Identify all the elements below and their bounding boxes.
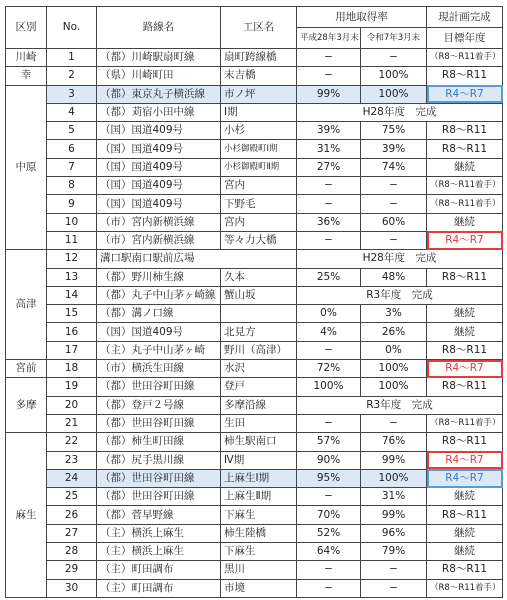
row-section: 蟹山坂 [221,286,297,304]
row-r7: 99% [361,506,427,524]
table-row [6,268,503,286]
header-plan: 現計画完成 [427,7,503,28]
row-r7: 100% [361,469,427,487]
row-route: （都）川崎駅扇町線 [97,49,221,67]
table-row [6,286,503,304]
row-target: R4～R7 [427,360,503,378]
row-target: （R8～R11着手） [427,49,503,67]
row-route: （市）宮内新横浜線 [97,213,221,231]
table-row [6,579,503,597]
row-section: Ⅳ期 [221,451,297,469]
row-target: （R8～R11着手） [427,414,503,432]
table-row [6,506,503,524]
row-r7: 3% [361,305,427,323]
row-target: R8～R11 [427,506,503,524]
row-r7: 76% [361,433,427,451]
district-cell: 麻生 [6,433,47,598]
row-section: 小杉御殿町Ⅱ期 [221,158,297,176]
row-target: R8～R11 [427,268,503,286]
row-no: 28 [47,543,97,561]
table-row [6,49,503,67]
row-h28: 4% [297,323,361,341]
row-section: 黒川 [221,561,297,579]
row-section: 下麻生 [221,543,297,561]
row-route: （都）溝ノ口線 [97,305,221,323]
row-section: 北見方 [221,323,297,341]
table-row [6,360,503,378]
row-target: R8～R11 [427,378,503,396]
row-route: （国）国道409号 [97,177,221,195]
header-h28: 平成28年3月末 [297,28,361,49]
row-h28: − [297,488,361,506]
table-row [6,122,503,140]
row-target: R8～R11 [427,561,503,579]
row-no: 11 [47,231,97,249]
row-h28: 27% [297,158,361,176]
district-cell: 幸 [6,67,47,85]
table-row [6,140,503,158]
table-row [6,158,503,176]
district-cell: 川崎 [6,49,47,67]
row-no: 19 [47,378,97,396]
row-target: R8～R11 [427,140,503,158]
row-route: （都）菅早野線 [97,506,221,524]
table-row [6,341,503,359]
row-no: 6 [47,140,97,158]
district-cell: 宮前 [6,360,47,378]
row-completion-note: H28年度 完成 [297,250,503,268]
row-section: 小杉御殿町Ⅰ期 [221,140,297,158]
table-row [6,524,503,542]
row-no: 16 [47,323,97,341]
row-h28: − [297,67,361,85]
row-target: R8～R11 [427,67,503,85]
row-completion-note: R3年度 完成 [297,396,503,414]
row-route: （主）横浜上麻生 [97,543,221,561]
table-row [6,67,503,85]
row-no: 1 [47,49,97,67]
row-section [221,305,297,323]
table-header [6,7,503,49]
row-h28: 72% [297,360,361,378]
row-r7: 26% [361,323,427,341]
district-cell: 中原 [6,85,47,250]
row-r7: − [361,177,427,195]
table-row [6,231,503,249]
header-target-year: 目標年度 [427,28,503,49]
row-section: 末吉橋 [221,67,297,85]
row-r7: 75% [361,122,427,140]
row-h28: 64% [297,543,361,561]
table-row [6,195,503,213]
row-section: 野川（高津） [221,341,297,359]
row-route: （主）町田調布 [97,579,221,597]
table-row [6,85,503,103]
row-r7: 48% [361,268,427,286]
row-h28: 57% [297,433,361,451]
row-no: 22 [47,433,97,451]
header-no: No. [47,7,97,49]
table-row [6,469,503,487]
row-route: （都）世田谷町田線 [97,378,221,396]
row-no: 3 [47,85,97,103]
row-section: 市ノ坪 [221,85,297,103]
row-target: 継続 [427,305,503,323]
row-h28: − [297,561,361,579]
row-target: 継続 [427,524,503,542]
row-route: （国）国道409号 [97,140,221,158]
table-row [6,396,503,414]
row-route: （国）国道409号 [97,122,221,140]
row-no: 13 [47,268,97,286]
header-district: 区別 [6,7,47,49]
row-target: R4～R7 [427,451,503,469]
row-no: 29 [47,561,97,579]
row-h28: 52% [297,524,361,542]
row-section: 久本 [221,268,297,286]
row-r7: 100% [361,360,427,378]
row-h28: − [297,49,361,67]
row-target: （R8～R11着手） [427,177,503,195]
row-section: 上麻生Ⅰ期 [221,469,297,487]
row-route: （国）国道409号 [97,195,221,213]
row-route: （市）宮内新横浜線 [97,231,221,249]
row-target: R8～R11 [427,122,503,140]
table-row [6,305,503,323]
row-no: 18 [47,360,97,378]
row-r7: − [361,195,427,213]
row-route: 溝口駅南口駅前広場 [97,250,297,268]
row-no: 20 [47,396,97,414]
row-section: 柿生駅南口 [221,433,297,451]
row-h28: − [297,177,361,195]
row-section: 下麻生 [221,506,297,524]
table-body [6,49,503,598]
row-no: 21 [47,414,97,432]
row-completion-note: R3年度 完成 [297,286,503,304]
table-row [6,103,503,121]
row-no: 26 [47,506,97,524]
table-row [6,414,503,432]
row-no: 7 [47,158,97,176]
header-route: 路線名 [97,7,221,49]
row-r7: 0% [361,341,427,359]
row-h28: 100% [297,378,361,396]
row-section: 宮内 [221,177,297,195]
row-section: 下野毛 [221,195,297,213]
row-r7: 99% [361,451,427,469]
row-section: 生田 [221,414,297,432]
row-no: 10 [47,213,97,231]
row-route: （都）尻手黒川線 [97,451,221,469]
row-r7: − [361,579,427,597]
row-no: 4 [47,103,97,121]
row-section: 市境 [221,579,297,597]
row-r7: 74% [361,158,427,176]
table-row [6,323,503,341]
row-target: R4～R7 [427,85,503,103]
row-target: R4～R7 [427,231,503,249]
row-completion-note: H28年度 完成 [297,103,503,121]
header-r7: 令和7年3月末 [361,28,427,49]
row-target: 継続 [427,158,503,176]
row-section: Ⅰ期 [221,103,297,121]
row-target: R4～R7 [427,469,503,487]
row-no: 5 [47,122,97,140]
row-h28: 25% [297,268,361,286]
district-cell: 高津 [6,250,47,360]
row-route: （都）丸子中山茅ヶ崎線 [97,286,221,304]
row-h28: − [297,231,361,249]
row-h28: 36% [297,213,361,231]
row-section: 水沢 [221,360,297,378]
row-section: 登戸 [221,378,297,396]
row-h28: − [297,195,361,213]
row-no: 24 [47,469,97,487]
row-route: （国）国道409号 [97,158,221,176]
row-no: 2 [47,67,97,85]
row-r7: 100% [361,67,427,85]
row-no: 30 [47,579,97,597]
row-route: （国）国道409号 [97,323,221,341]
row-h28: 39% [297,122,361,140]
row-h28: − [297,414,361,432]
row-route: （都）世田谷町田線 [97,469,221,487]
row-no: 12 [47,250,97,268]
row-route: （市）横浜生田線 [97,360,221,378]
row-no: 9 [47,195,97,213]
row-no: 17 [47,341,97,359]
row-h28: 31% [297,140,361,158]
row-r7: 39% [361,140,427,158]
row-target: R8～R11 [427,341,503,359]
row-section: 多摩沿線 [221,396,297,414]
row-route: （都）世田谷町田線 [97,488,221,506]
table-row [6,488,503,506]
row-section: 上麻生Ⅱ期 [221,488,297,506]
table-row [6,177,503,195]
row-h28: 0% [297,305,361,323]
row-no: 23 [47,451,97,469]
row-r7: 96% [361,524,427,542]
table-row [6,543,503,561]
row-route: （主）横浜上麻生 [97,524,221,542]
row-route: （主）町田調布 [97,561,221,579]
table-row [6,250,503,268]
row-target: R8～R11 [427,433,503,451]
row-target: （R8～R11着手） [427,579,503,597]
header-section: 工区名 [221,7,297,49]
row-route: （県）川崎町田 [97,67,221,85]
row-target: 継続 [427,323,503,341]
row-r7: − [361,49,427,67]
table-row [6,433,503,451]
row-route: （都）苅宿小田中線 [97,103,221,121]
table-row [6,378,503,396]
road-projects-table [5,6,503,598]
header-acq-rate: 用地取得率 [297,7,427,28]
row-section: 等々力大橋 [221,231,297,249]
district-cell: 多摩 [6,378,47,433]
row-r7: 100% [361,378,427,396]
row-h28: − [297,579,361,597]
row-no: 25 [47,488,97,506]
row-r7: 31% [361,488,427,506]
row-h28: 95% [297,469,361,487]
row-h28: − [297,341,361,359]
row-section: 柿生陸橋 [221,524,297,542]
row-no: 27 [47,524,97,542]
row-r7: − [361,414,427,432]
row-section: 宮内 [221,213,297,231]
row-r7: 79% [361,543,427,561]
row-r7: 100% [361,85,427,103]
row-h28: 99% [297,85,361,103]
row-route: （都）東京丸子横浜線 [97,85,221,103]
row-no: 15 [47,305,97,323]
row-no: 8 [47,177,97,195]
row-target: 継続 [427,213,503,231]
row-route: （都）世田谷町田線 [97,414,221,432]
row-route: （都）野川柿生線 [97,268,221,286]
row-target: （R8～R11着手） [427,195,503,213]
row-r7: − [361,561,427,579]
row-r7: 60% [361,213,427,231]
row-target: 継続 [427,543,503,561]
row-h28: 90% [297,451,361,469]
row-section: 小杉 [221,122,297,140]
row-route: （都）柿生町田線 [97,433,221,451]
row-route: （主）丸子中山茅ヶ崎 [97,341,221,359]
row-target: 継続 [427,488,503,506]
row-r7: − [361,231,427,249]
row-section: 扇町跨線橋 [221,49,297,67]
row-route: （都）登戸２号線 [97,396,221,414]
table-row [6,213,503,231]
table-row [6,451,503,469]
row-h28: 70% [297,506,361,524]
row-no: 14 [47,286,97,304]
table-row [6,561,503,579]
